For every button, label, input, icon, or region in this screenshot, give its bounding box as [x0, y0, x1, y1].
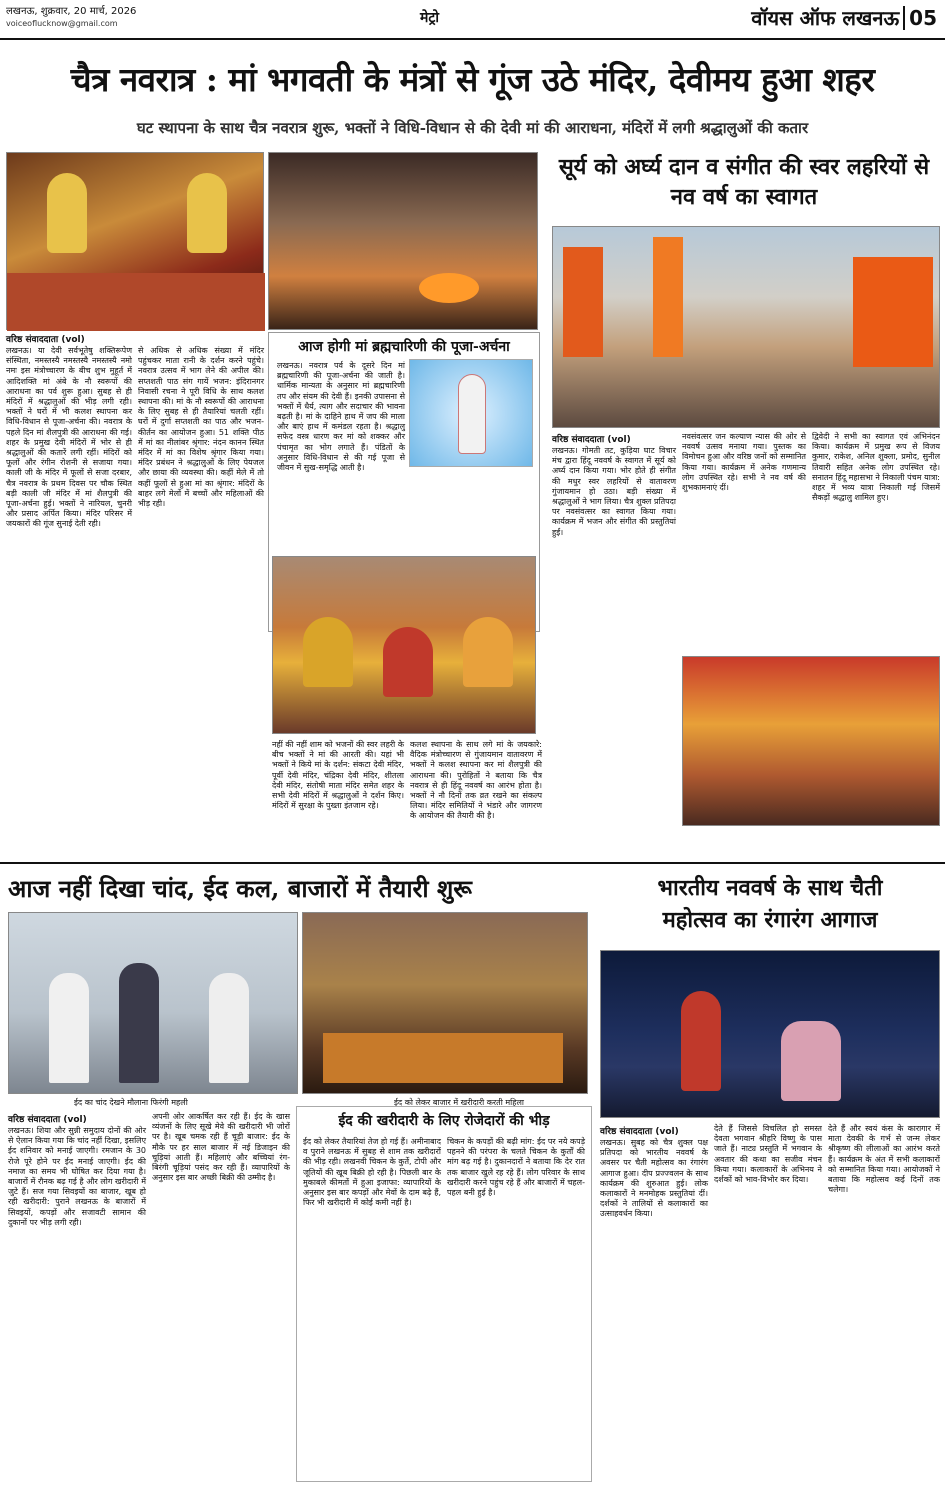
- byline: वरिष्ठ संवाददाता (vol): [600, 1127, 679, 1137]
- article-column: लखनऊ। शिया और सुन्नी समुदाय दोनों की ओर से ऐलान किया गया कि चांद नहीं दिखा, इसलिए ईद शनिवार को मनाई जाएगी। रमजान के 30 रोजे पूरे होने पर ईद मनाई जाएगी। ईद की नमाज का समय भी घोषित कर दिया गया है। बाजारों में रौनक बढ़ गई है और लोग खरीदारी में जुटे हैं। सज गया सिवइयों का बाजार, खूब हो रही खरीदारी: पुराने लखनऊ के बाजारों में सिवइयों, कपड़ों और सजावटी सामान की दुकानों पर भीड़ लगी रही।: [8, 1126, 146, 1227]
- aarti-flame: [419, 273, 479, 303]
- performer-shape: [781, 1021, 841, 1101]
- masthead: [751, 4, 937, 31]
- paper-name: वॉयस ऑफ लखनऊ: [751, 6, 900, 30]
- surya-headline-box: [548, 152, 940, 222]
- date-line: लखनऊ, शुक्रवार, 20 मार्च, 2026: [6, 6, 137, 17]
- box-title: ईद की खरीदारी के लिए रोजेदारों की भीड़: [338, 1113, 550, 1129]
- person-shape: [49, 973, 89, 1083]
- chaiti-headline: [600, 872, 940, 936]
- moon-sighting-photo: [8, 912, 298, 1094]
- article-column: नहीं की नहीं शाम को भजनों की स्वर लहरी के बीच भक्तों ने मां की आरती की। यहां भी भक्तों ने किये मां के दर्शन: संकटा देवी मंदिर, पूर्वी देवी मंदिर, चंद्रिका देवी मंदिर, शीतला देवी मंदिर, संतोषी माता मंदिर समेत शहर के सभी देवी मंदिरों में श्रद्धालुओं ने दर्शन किए। मंदिरों में सुरक्षा के पुख्ता इंतजाम रहे।: [272, 740, 404, 811]
- devotees-photo: [272, 556, 536, 734]
- email-line: voiceoflucknow@gmail.com: [6, 19, 118, 28]
- saffron-flag: [853, 257, 933, 367]
- article-column: देते हैं जिससे विचलित हो समस्त देवता भगवान श्रीहरि विष्णु के पास जाते हैं। नाट्य प्रस्तुति में भगवान के अवतार की कथा का सजीव मंचन किया गया। कलाकारों के अभिनय ने दर्शकों को भाव-विभोर कर दिया।: [714, 1124, 822, 1185]
- article-column: अपनी ओर आकर्षित कर रही हैं। ईद के खास व्यंजनों के लिए सूखे मेवे की खरीदारी भी जोरों पर है। खूब चमक रही हैं चूड़ी बाजार: ईद के मौके पर हर साल बाजार में नई डिजाइन की चूड़ियां आती हैं। महिलाएं और बच्चियां रंग-बिरंगी चूड़ियां पसंद कर रही हैं। व्यापारियों के अनुसार इस बार अच्छी बिक्री की उम्मीद है।: [152, 1112, 290, 1183]
- article-column: लखनऊ। सुबह को चैत्र शुक्ल पक्ष प्रतिपदा को भारतीय नववर्ष के अवसर पर चैती महोत्सव का रंगारंग आगाज हुआ। दीप प्रज्ज्वलन के साथ कार्यक्रम की शुरुआत हुई। लोक कलाकारों ने मनमोहक प्रस्तुतियां दीं। दर्शकों ने तालियों से कलाकारों का उत्साहवर्धन किया।: [600, 1138, 708, 1219]
- top-rule: [0, 38, 945, 40]
- header-date: [6, 6, 306, 30]
- section-rule: [0, 862, 945, 864]
- goddess-illustration: [409, 359, 533, 467]
- photo-caption: ईद को लेकर बाजार में खरीदारी करती महिला: [390, 1096, 528, 1109]
- person-shape: [209, 973, 249, 1083]
- article-column: से अधिक से अधिक संख्या में मंदिर पहुंचकर माता रानी के दर्शन करने पहुंचे। नवरात्र उत्सव में भाग लेने की अपील की। सप्तशती पाठ संग गायें भजन: इंदिरानगर निवासी रचना ने पूरी विधि के साथ कलश स्थापना की। मां के नौ स्वरूपों की आराधना के लिए सुबह से ही तैयारियां चलती रहीं। घरों में दुर्गा सप्तशती का पाठ और भजन-कीर्तन का आयोजन हुआ। 51 शक्ति पीठ में मां का नीलांबर श्रृंगार: नंदन कानन स्थित मंदिर में मां का विशेष श्रृंगार किया गया। मंदिर प्रबंधन ने श्रद्धालुओं के लिए पेयजल और छाया की व्यवस्था की। कहीं मेले में तो कहीं फूलों से हुआ मां का श्रृंगार: मंदिरों के बाहर लगे मेलों में बच्चों और महिलाओं की भीड़ रही।: [138, 346, 264, 509]
- byline: वरिष्ठ संवाददाता (vol): [8, 1115, 87, 1125]
- temple-decor-photo: [682, 656, 940, 826]
- box-text: चिकन के कपड़ों की बढ़ी मांग: ईद पर नये कपड़े पहनने की परंपरा के चलते चिकन के कुर्तों की मांग बढ़ गई है। दुकानदारों ने बताया कि देर रात तक बाजार खुले रह रहे हैं। लोग परिवार के साथ खरीदारी करने पहुंच रहे हैं और बाजारों में चहल-पहल बनी हुई है।: [447, 1137, 585, 1198]
- devotee-shape: [463, 617, 513, 687]
- article-column: लखनऊ। गोमती तट, कुड़िया घाट विचार मंच द्वारा हिंदू नववर्ष के स्वागत में सूर्य को अर्घ्य दान किया गया। भोर होते ही संगीत की मधुर स्वर लहरियों से वातावरण गुंजायमान हो उठा। बड़ी संख्या में श्रद्धालुओं ने भाग लिया। चैत्र शुक्ल प्रतिपदा पर नवसंवत्सर का स्वागत किया गया। कार्यक्रम में भजन और संगीत की प्रस्तुतियां हुईं।: [552, 446, 676, 537]
- chaiti-headline-line1: भारतीय नववर्ष के साथ चैती: [657, 875, 883, 901]
- article-column: कलश स्थापना के साथ लगे मां के जयकारे: वैदिक मंत्रोच्चारण से गुंजायमान वातावरण में भक्तों ने कलश स्थापना कर मां शैलपुत्री की आराधना की। पुरोहितों ने बताया कि चैत्र नवरात्र से ही हिंदू नववर्ष का आरंभ होता है। भक्तों ने नौ दिनों तक व्रत रखने का संकल्प लिया। मंदिर समितियों ने भंडारे और जागरण के आयोजन की तैयारी की है।: [410, 740, 542, 821]
- flower-decor: [7, 273, 265, 331]
- person-shape: [119, 963, 159, 1083]
- box-text: ईद को लेकर तैयारियां तेज हो गई हैं। अमीनाबाद व पुराने लखनऊ में सुबह से शाम तक खरीदारों की भीड़ रही। लखनवी चिकन के कुर्ते, टोपी और जूतियों की खूब बिक्री हो रही है। पिछली बार के मुकाबले कीमतों में हुआ इजाफा: व्यापारियों के अनुसार इस बार कपड़ों और मेवों के दाम बढ़े हैं, फिर भी खरीदारी में कोई कमी नहीं है।: [303, 1137, 441, 1208]
- page-number: 05: [903, 6, 937, 30]
- main-subheadline: घट स्थापना के साथ चैत्र नवरात्र शुरू, भक्तों ने विधि-विधान से की देवी मां की आराधना, मंदिरों में लगी श्रद्धालुओं की कतार: [136, 119, 809, 137]
- eid-market-photo: [302, 912, 588, 1094]
- article-column: द्विवेदी ने सभी का स्वागत एवं अभिनंदन किया। कार्यक्रम में प्रमुख रूप से विजय कुमार, राकेश, अनिल शुक्ला, प्रमोद, सुनील तिवारी सहित अनेक लोग उपस्थित रहे। सनातन हिंदू महासभा ने निकाली पंचम यात्रा: शहर में भव्य यात्रा निकाली गई जिसमें सैकड़ों श्रद्धालु शामिल हुए।: [812, 432, 940, 503]
- idol-shape: [187, 173, 227, 253]
- byline: वरिष्ठ संवाददाता (vol): [6, 335, 85, 345]
- eid-shopping-box: [296, 1106, 592, 1482]
- saffron-flag: [653, 237, 683, 357]
- photo-caption: ईद का चांद देखने मौलाना फिरंगी महली: [70, 1096, 192, 1109]
- eid-headline: आज नहीं दिखा चांद, ईद कल, बाजारों में तैयारी शुरू: [8, 874, 472, 903]
- performer-shape: [681, 991, 721, 1091]
- section-name: मेट्रो: [420, 10, 440, 26]
- box-title: आज होगी मां ब्रह्मचारिणी की पूजा-अर्चना: [298, 339, 510, 355]
- idol-shape: [47, 173, 87, 253]
- devotee-shape: [383, 627, 433, 697]
- chaiti-headline-line2: महोत्सव का रंगारंग आगाज: [662, 907, 878, 933]
- main-headline: चैत्र नवरात्र : मां भगवती के मंत्रों से गूंज उठे मंदिर, देवीमय हुआ शहर: [70, 60, 875, 99]
- stage-performance-photo: [600, 950, 940, 1118]
- box-text: लखनऊ। नवरात्र पर्व के दूसरे दिन मां ब्रह्मचारिणी की पूजा-अर्चना की जाती है। धार्मिक मान्यता के अनुसार मां ब्रह्मचारिणी तप और संयम की देवी हैं। इनकी उपासना से भक्तों में धैर्य, त्याग और सदाचार की भावना बढ़ती है। मां के दाहिने हाथ में जप की माला और बाएं हाथ में कमंडल रहता है। श्रद्धालु सफेद वस्त्र धारण कर मां को शक्कर और पंचामृत का भोग लगाते हैं। पंडितों के अनुसार विधि-विधान से की गई पूजा से जीवन में सुख-समृद्धि आती है।: [277, 361, 405, 473]
- procession-photo: [552, 226, 940, 428]
- goddess-figure: [458, 374, 486, 454]
- byline: वरिष्ठ संवाददाता (vol): [552, 435, 631, 445]
- article-column: देते हैं और स्वयं कंस के कारागार में माता देवकी के गर्भ से जन्म लेकर श्रीकृष्ण की लीलाओं का आरंभ करते हैं। कार्यक्रम के अंत में सभी कलाकारों को सम्मानित किया गया। आयोजकों ने बताया कि महोत्सव कई दिनों तक चलेगा।: [828, 1124, 940, 1195]
- devotee-shape: [303, 617, 353, 687]
- temple-photo-2: [268, 152, 538, 330]
- article-column: लखनऊ। या देवी सर्वभूतेषु शक्तिरूपेण संस्थिता, नमस्तस्यै नमस्तस्यै नमस्तस्यै नमो नमः इस मंत्रोच्चारण के बीच शुभ मुहूर्त में आदिशक्ति मां अंबे के नौ स्वरूपों की आराधना का पर्व शुरू हुआ। सुबह से ही मंदिरों में श्रद्धालुओं की भीड़ लगी रही। भक्तों ने घरों में भी कलश स्थापना कर विधि-विधान से पूजा-अर्चना की। नवरात्र के पहले दिन मां शैलपुत्री की आराधना की गई। शहर के प्रमुख देवी मंदिरों में भोर से ही श्रद्धालुओं की कतारें लगी रहीं। मंदिरों को फूलों और रंगीन रोशनी से सजाया गया। काली जी के मंदिर में फूलों से सजा दरबार, चैत्र नवरात्र के प्रथम दिवस पर चौक स्थित बड़ी काली जी मंदिर में मां शैलपुत्री की पूजा-अर्चना हुई। भक्तों ने नारियल, चुनरी और प्रसाद अर्पित किया। मंदिर परिसर में जयकारों की गूंज सुनाई देती रही।: [6, 346, 132, 529]
- article-column: नवसंवत्सर जन कल्याण न्यास की ओर से नववर्ष उत्सव मनाया गया। पुस्तक का विमोचन हुआ और वरिष्ठ जनों को सम्मानित किया गया। कार्यक्रम में अनेक गणमान्य लोग उपस्थित रहे। सभी ने नव वर्ष की शुभकामनाएं दीं।: [682, 432, 806, 493]
- surya-headline: सूर्य को अर्घ्य दान व संगीत की स्वर लहरियों से नव वर्ष का स्वागत: [558, 154, 930, 210]
- saffron-flag: [563, 247, 603, 357]
- temple-photo-1: [6, 152, 264, 330]
- dry-fruit-stall: [323, 1033, 563, 1083]
